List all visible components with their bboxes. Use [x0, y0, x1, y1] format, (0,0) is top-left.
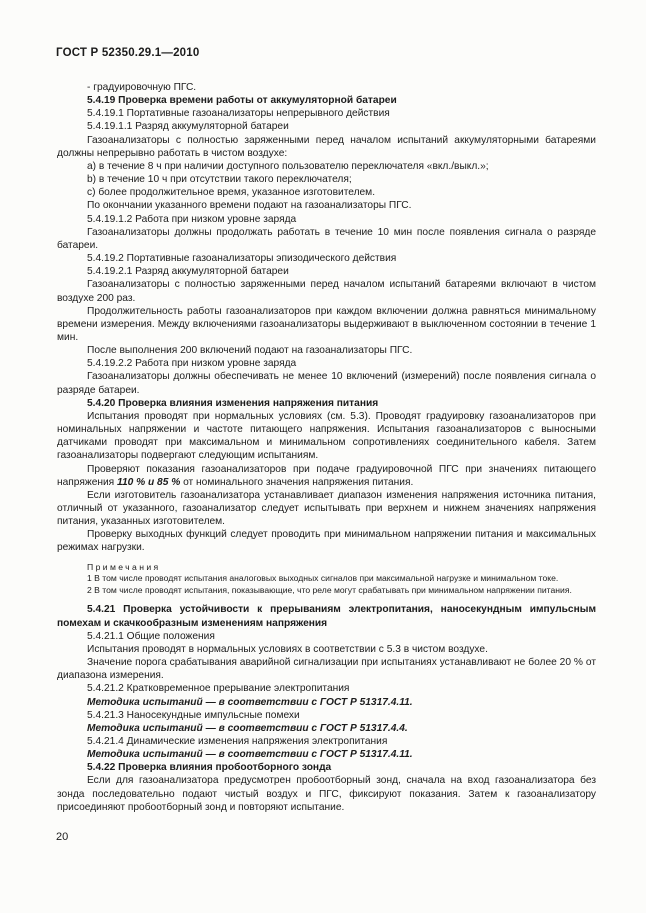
list-item: а) в течение 8 ч при наличии доступного пользователю переключателя «вкл./выкл.»; [87, 160, 489, 172]
method-reference: Методика испытаний — в соответствии с ГОСТ Р 51317.4.11. [87, 749, 413, 761]
section-heading: 5.4.22 Проверка влияния пробоотборного зонда [87, 762, 332, 774]
subsection-heading: 5.4.21.1 Общие положения [87, 630, 215, 642]
subsection-heading: 5.4.21.4 Динамические изменения напряжения электропитания [87, 735, 388, 747]
subsection-heading: 5.4.21.3 Наносекундные импульсные помехи [87, 709, 300, 721]
subsection-heading: 5.4.19.1.1 Разряд аккумуляторной батареи [87, 121, 289, 133]
paragraph: Испытания проводят при нормальных условиях (см. 5.3). Проводят градуировку газоанализаторов при номинальных напряжении и частоте питающего напряжения. Испытания газоанализаторов с выносными датчиками проводят при максимальном и минимальном сопротивлениях соединительного кабеля. Затем газоанализаторы подвергают следующим испытаниям. [57, 410, 596, 462]
paragraph: Если для газоанализатора предусмотрен пробоотборный зонд, сначала на вход газоанализатора без зонда последовательно подают чистый воздух и ПГС, фиксируют показания. Затем к газоанализатору присоединяют пробоотборный зонд и повторяют испытание. [57, 775, 596, 813]
notes-title: Примечания [87, 561, 161, 572]
paragraph: По окончании указанного времени подают на газоанализаторы ПГС. [87, 200, 412, 212]
paragraph: - градуировочную ПГС. [87, 82, 197, 93]
subsection-heading: 5.4.19.1 Портативные газоанализаторы непрерывного действия [87, 108, 390, 120]
document-body [57, 81, 596, 814]
note-item: 2 В том числе проводят испытания, показывающие, что реле могут срабатывать при минимальном напряжении питания. [87, 584, 572, 595]
paragraph: Проверку выходных функций следует проводить при минимальном напряжении питания и максимальных режимах нагрузки. [57, 529, 596, 554]
subsection-heading: 5.4.19.2.1 Разряд аккумуляторной батареи [87, 266, 289, 278]
page-number: 20 [56, 831, 69, 843]
paragraph: Испытания проводят в нормальных условиях в соответствии с 5.3 в чистом воздухе. [87, 643, 488, 655]
subsection-heading: 5.4.19.2 Портативные газоанализаторы эпизодического действия [87, 253, 397, 265]
paragraph: Газоанализаторы с полностью заряженными перед началом испытаний батареями включают в чистом воздухе 200 раз. [57, 279, 596, 304]
list-item: с) более продолжительное время, указанное изготовителем. [87, 187, 376, 199]
paragraph: Газоанализаторы должны обеспечивать не менее 10 включений (измерений) после появления сигнала о разряде батареи. [57, 371, 596, 396]
paragraph [57, 463, 596, 489]
method-reference: Методика испытаний — в соответствии с ГОСТ Р 51317.4.4. [87, 722, 408, 734]
paragraph-text: от номинального значения напряжения питания. [180, 476, 414, 488]
note-item: 1 В том числе проводят испытания аналоговых выходных сигналов при максимальной нагрузке и минимальном токе. [87, 573, 559, 584]
paragraph: После выполнения 200 включений подают на газоанализаторы ПГС. [87, 345, 413, 357]
section-heading: 5.4.21 Проверка устойчивости к прерываниям электропитания, наносекундным импульсным помехам и скачкообразным изменениям напряжения [57, 604, 596, 629]
paragraph: Если изготовитель газоанализатора устанавливает диапазон изменения напряжения источника питания, отличный от указанного, газоанализатор следует испытывать при верхнем и нижнем значениях напряжения питания, указанных изготовителем. [57, 489, 596, 528]
subsection-heading: 5.4.21.2 Кратковременное прерывание электропитания [87, 683, 350, 695]
paragraph: Значение порога срабатывания аварийной сигнализации при испытаниях устанавливают не более 20 % от диапазона измерения. [57, 657, 596, 682]
paragraph: Газоанализаторы должны продолжать работать в течение 10 мин после появления сигнала о разряде батареи. [57, 226, 596, 251]
notes-block [57, 562, 596, 597]
paragraph-text: Проверяют показания газоанализаторов при подаче градуировочной ПГС при значениях питающего напряжения [57, 463, 596, 488]
document-header: ГОСТ Р 52350.29.1—2010 [56, 47, 200, 59]
voltage-values: 110 % и 85 % [117, 476, 181, 488]
paragraph: Газоанализаторы с полностью заряженными перед началом испытаний аккумуляторными батареями должны непрерывно работать в чистом воздухе: [57, 134, 596, 159]
section-heading: 5.4.19 Проверка времени работы от аккумуляторной батареи [87, 95, 397, 107]
section-heading: 5.4.20 Проверка влияния изменения напряжения питания [87, 397, 379, 409]
method-reference: Методика испытаний — в соответствии с ГОСТ Р 51317.4.11. [87, 696, 413, 708]
paragraph: Продолжительность работы газоанализаторов при каждом включении должна равняться минимальному времени измерения. Между включениями газоанализаторы выдерживают в выключенном состоянии в течение 1 мин. [57, 305, 596, 343]
list-item: b) в течение 10 ч при отсутствии такого переключателя; [87, 174, 352, 186]
subsection-heading: 5.4.19.2.2 Работа при низком уровне заряда [87, 358, 297, 370]
subsection-heading: 5.4.19.1.2 Работа при низком уровне заряда [87, 213, 297, 225]
